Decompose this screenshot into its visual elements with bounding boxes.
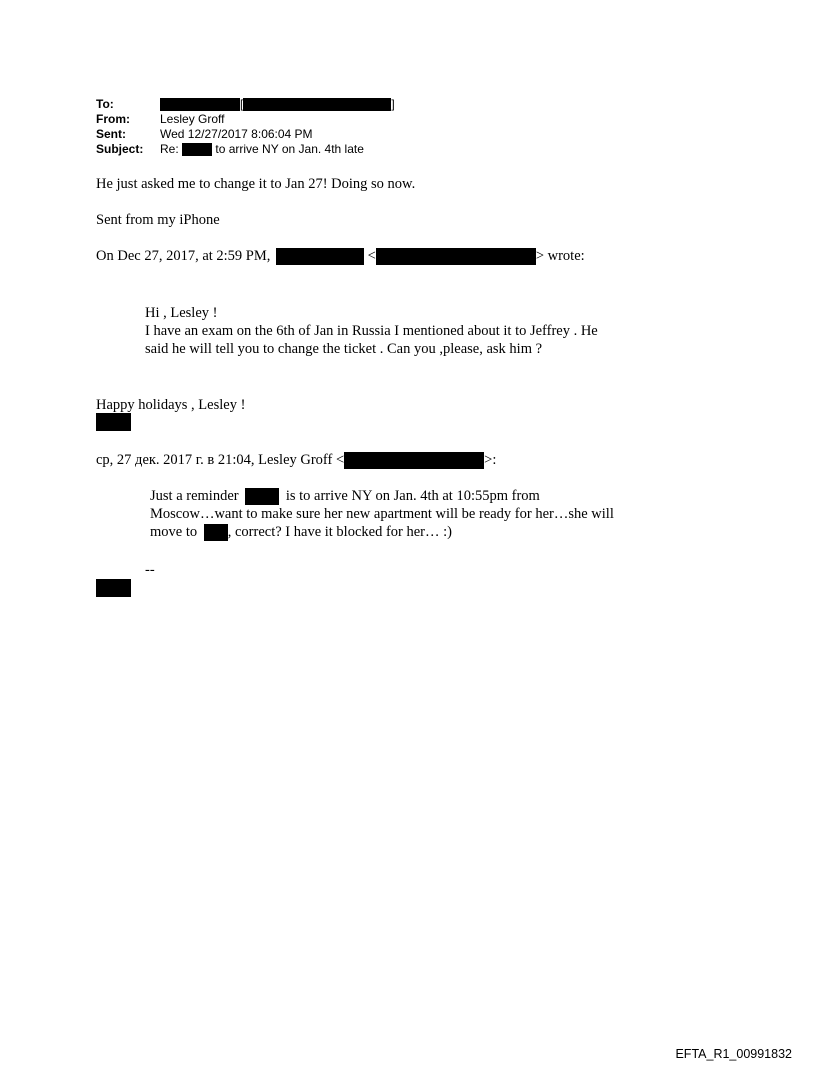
quote-intro-prefix: On Dec 27, 2017, at 2:59 PM, xyxy=(96,248,271,264)
quoted-greeting: Hi , Lesley ! xyxy=(145,305,218,321)
quoted-line-2: said he will tell you to change the ticket . Can you ,please, ask him ? xyxy=(145,341,543,357)
redaction-block xyxy=(344,452,484,469)
earlier-intro-suffix: >: xyxy=(484,452,497,468)
redaction-block xyxy=(204,524,228,541)
redaction-block xyxy=(96,579,131,597)
earlier-line-3a: move to xyxy=(150,524,198,540)
document-id: EFTA_R1_00991832 xyxy=(675,1047,792,1061)
quote-intro-lt: < xyxy=(367,248,376,264)
redaction-block xyxy=(182,143,212,156)
redaction-block xyxy=(243,98,391,111)
earlier-line-2: Moscow…want to make sure her new apartment will be ready for her…she will xyxy=(150,506,614,522)
to-bracket-close: ] xyxy=(391,97,395,111)
to-label: To: xyxy=(96,97,114,111)
redaction-block xyxy=(245,488,279,505)
subject-suffix: to arrive NY on Jan. 4th late xyxy=(215,142,364,156)
to-row xyxy=(96,97,436,112)
sent-label: Sent: xyxy=(96,127,126,141)
redaction-block xyxy=(276,248,364,265)
sent-value: Wed 12/27/2017 8:06:04 PM xyxy=(160,127,313,141)
earlier-line-3 xyxy=(150,523,452,541)
subject-label: Subject: xyxy=(96,142,144,156)
from-value: Lesley Groff xyxy=(160,112,225,126)
earlier-line-1a: Just a reminder xyxy=(150,488,239,504)
message-line-1: He just asked me to change it to Jan 27! Doing so now. xyxy=(96,176,416,192)
earlier-line-3b: , correct? I have it blocked for her… :) xyxy=(227,524,452,540)
to-value xyxy=(160,97,395,112)
sent-row xyxy=(96,127,436,142)
signature-dash: -- xyxy=(145,562,155,578)
earlier-intro-prefix: ср, 27 дек. 2017 г. в 21:04, Lesley Groff < xyxy=(96,452,345,468)
quote-intro-suffix: > wrote: xyxy=(535,248,585,264)
subject-row xyxy=(96,142,436,157)
redaction-block xyxy=(160,98,240,111)
redaction-block xyxy=(376,248,536,265)
subject-value xyxy=(160,142,364,157)
email-header xyxy=(96,97,436,159)
iphone-signature: Sent from my iPhone xyxy=(96,212,220,228)
from-row xyxy=(96,112,436,127)
subject-prefix: Re: xyxy=(160,142,179,156)
earlier-line-1b: is to arrive NY on Jan. 4th at 10:55pm from xyxy=(285,488,540,504)
from-label: From: xyxy=(96,112,130,126)
quoted-line-1: I have an exam on the 6th of Jan in Russia I mentioned about it to Jeffrey . He xyxy=(145,323,598,339)
earlier-intro xyxy=(96,451,496,469)
quote-intro xyxy=(96,247,585,265)
to-bracket-open: [ xyxy=(240,97,244,111)
redaction-block xyxy=(96,413,131,431)
holiday-line: Happy holidays , Lesley ! xyxy=(96,397,246,413)
earlier-line-1 xyxy=(150,487,540,505)
